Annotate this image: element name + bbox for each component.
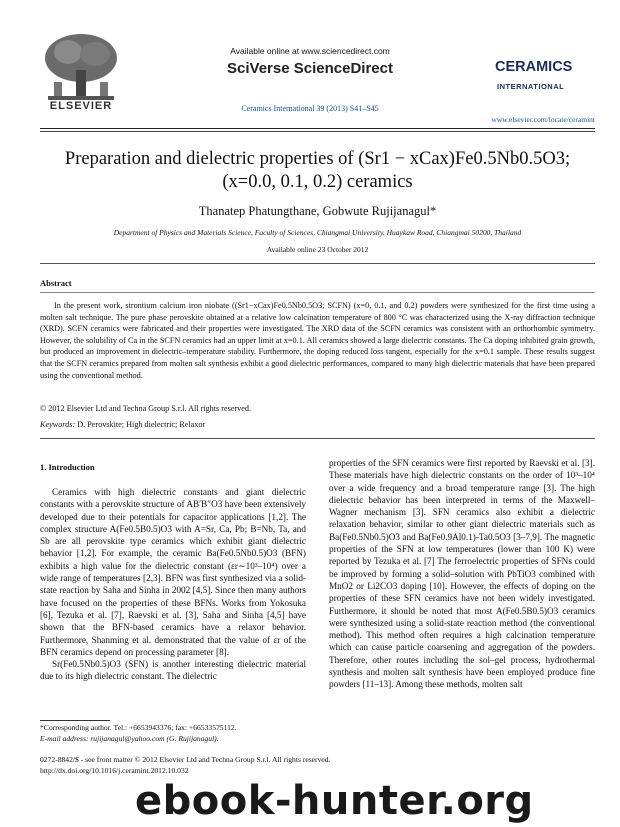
front-matter-footer xyxy=(40,755,595,776)
copyright-line: © 2012 Elsevier Ltd and Techna Group S.r.l. All rights reserved. xyxy=(40,404,252,413)
intro-paragraph-1: Ceramics with high dielectric constants and giant dielectric constants with a perovskite structure of AB′B″O3 have been extensively developed due to their potentials for capacitor applications [1,2]. The complex structure A(Fe0.5B0.5)O3 with A=Sr, Ca, Pb; B=Nb, Ta, and Sb are all perovskite type ceramics which exhibit giant dielectric behavior [1,2]. For example, the ceramic Ba(Fe0.5Nb0.5)O3 (BFN) exhibits a high value for the dielectric constant (εr∼10³–10⁴) over a wide range of temperatures [2,3]. BFN was first synthesized via a solid-state reaction by Saha and Sinha in 2002 [4,5]. Since then many authors have focused on the properties of these BFNs. Works from Yokosuka [6], Tezuka et al. [7], Raevski et al. [3], Saha and Sinha [4,5] have shown that the BFN-based ceramics have a relaxor behavior. Furthermore, Shanming et al. demonstrated that the value of εr of the BFN ceramics depend on processing parameter [8]. xyxy=(40,487,306,657)
keywords-line xyxy=(40,420,595,429)
keywords-label: Keywords: xyxy=(40,420,76,429)
abstract-bottom-divider xyxy=(40,438,595,439)
doi-link[interactable]: http://dx.doi.org/10.1016/j.ceramint.2012.10.032 xyxy=(40,765,189,775)
journal-brand-subtitle: INTERNATIONAL xyxy=(497,82,565,91)
abstract-heading-divider xyxy=(40,292,595,293)
intro-paragraph-3: properties of the SFN ceramics were first reported by Raevski et al. [3]. These materials have high dielectric constants on the order of 10³–10⁴ over a wide frequency and a broad temperature range [3]. The high dielectric behavior has been interpreted in terms of the Maxwell–Wagner mechanism [3]. SFN ceramics also exhibit a dielectric relaxation behavior, similar to other giant dielectric materials such as Ba(Fe0.5Nb0.5)O3 and Ba(Fe0.9Al0.1)-Ta0.5O3 [3–7,9]. The magnetic properties of the SFN at low temperatures (lower than 100 K) were reported by Tezuka et al. [7] The ferroelectric properties of SFNs could be improved by forming a solid–solution with PbTiO3 combined with MnO2 or Li2CO3 doping [10]. However, the effects of doping on the properties of these SFN ceramics have not been widely investigated. Furthermore, it should be noted that most A(Fe0.5B0.5)O3 ceramics were synthesized using a solid-state reaction method (the conventional method). This method often requires a high calcination temperature which can cause particle coarsening and aggregation of the powders. Therefore, other routes including the sol–gel process, hydrothermal synthesis and molten salt synthesis have been employed produce fine powders [11–13]. Among these methods, molten salt xyxy=(329,458,595,690)
publisher-name: ELSEVIER xyxy=(49,100,113,112)
available-online-line[interactable]: Available online at www.sciencedirect.com xyxy=(230,46,390,56)
sciencedirect-logo-text: SciVerse ScienceDirect xyxy=(227,60,393,77)
keywords-list: D. Perovskite; High dielectric; Relaxor xyxy=(77,420,206,429)
abstract-heading: Abstract xyxy=(40,278,72,288)
corresponding-author-footnote xyxy=(40,723,306,744)
left-column xyxy=(40,486,306,683)
footnote-contact: *Corresponding author. Tel.: +6653943376; fax: +66533575112. xyxy=(40,723,237,732)
intro-paragraph-2: Sr(Fe0.5Nb0.5)O3 (SFN) is another interesting dielectric material due to its high dielectric constant. The dielectric xyxy=(40,659,306,682)
abstract-top-divider xyxy=(40,263,595,264)
journal-brand-title: CERAMICS xyxy=(495,59,573,75)
footnote-divider xyxy=(40,720,110,721)
header-divider xyxy=(40,128,595,129)
header-divider-thin xyxy=(40,131,595,132)
watermark-text: ebook-hunter.org xyxy=(135,778,534,824)
abstract-text: In the present work, strontium calcium iron niobate ((Sr1−xCax)Fe0.5Nb0.5O3; SCFN) (x=0, 0.1, and 0.2) powders were synthesized for the first time using a molten salt technique. The pure phase perovskite obtained at a relative low calcination temperature of 800 °C was characterized using the X-ray diffraction technique (XRD). SCFN ceramics were fabricated and their properties were investigated. The XRD data of the SCFN ceramics was consistent with an orthorhombic symmetry. However, the solubility of Ca in the SCFN ceramics had an upper limit at x=0.1. All ceramics showed a large dielectric constants. The Ca doping inhibited grain growth, but produced an improvement in dielectric–temperature stability. Furthermore, the doping reduced loss tangent, especially for the x=0.1 sample. These results suggest that the SCFN ceramics prepared from molten salt synthesis exhibit a good dielectric performances, compared to many high dielectric materials that have been prepared using the conventional method. xyxy=(40,301,595,380)
title-line-2: (x=0.0, 0.1, 0.2) ceramics xyxy=(222,172,413,192)
author-affiliation: Department of Physics and Materials Science, Faculty of Sciences, Chiangmai University, Huaykaw Road, Chiangmai 50200, Thailand xyxy=(113,228,522,237)
journal-reference[interactable]: Ceramics International 39 (2013) S41–S45 xyxy=(241,104,379,113)
author-list: Thanatep Phatungthane, Gobwute Rujijanagul* xyxy=(198,204,437,218)
available-date: Available online 23 October 2012 xyxy=(266,245,369,254)
elsevier-tree-logo xyxy=(40,30,122,106)
issn-line: 0272-8842/$ - see front matter © 2012 Elsevier Ltd and Techna Group S.r.l. All rights reserved. xyxy=(40,755,331,764)
section-heading-introduction: 1. Introduction xyxy=(40,462,95,472)
title-line-1: Preparation and dielectric properties of (Sr1 − xCax)Fe0.5Nb0.5O3; xyxy=(64,149,571,169)
article-title xyxy=(40,148,595,194)
journal-url-link[interactable]: www.elsevier.com/locate/ceramint xyxy=(491,115,595,124)
footnote-email[interactable]: E-mail address: rujijanagul@yahoo.com (G. Rujijanagul). xyxy=(40,733,219,743)
right-column xyxy=(329,457,595,691)
